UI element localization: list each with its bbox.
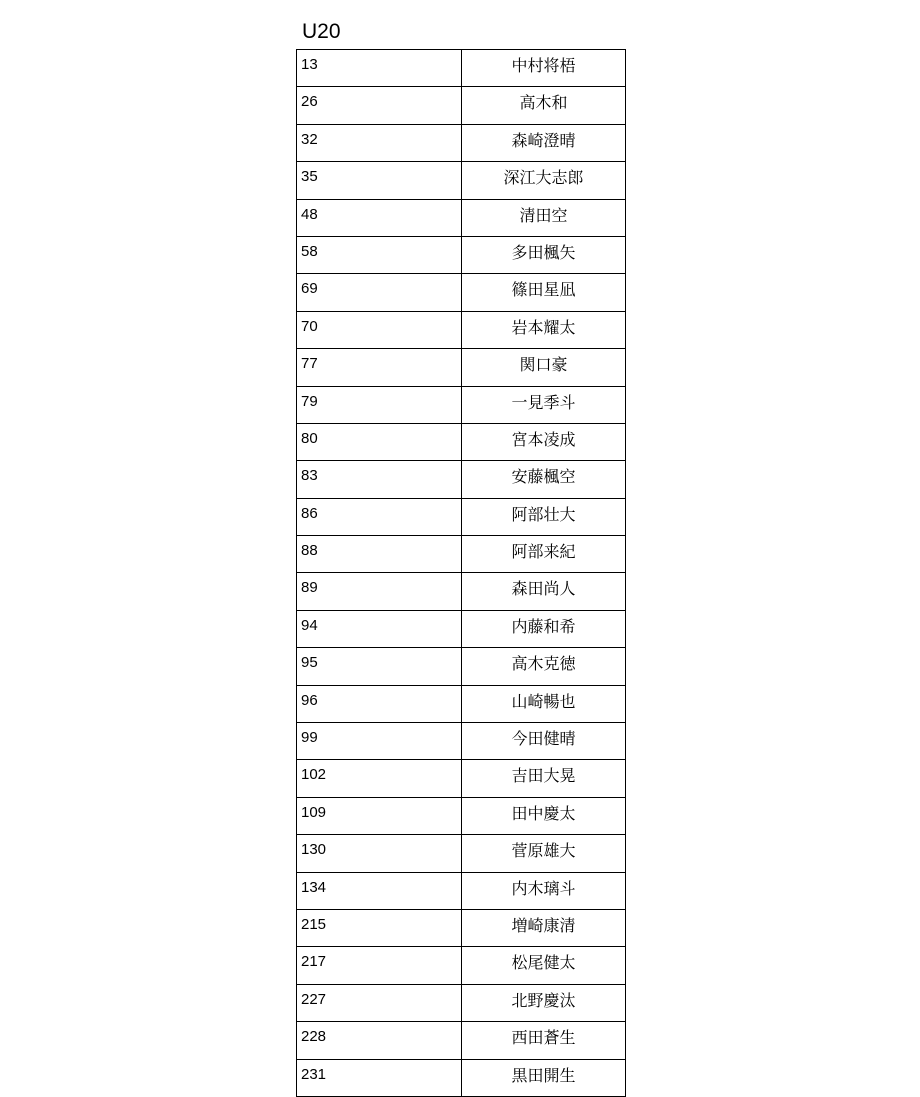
player-name-cell: 田中慶太	[462, 797, 626, 834]
table-row	[297, 87, 626, 124]
player-number-cell: 228	[297, 1022, 462, 1059]
player-name-cell: 内藤和希	[462, 610, 626, 647]
player-name-cell: 多田楓矢	[462, 236, 626, 273]
table-row	[297, 498, 626, 535]
table-row	[297, 1022, 626, 1059]
player-number-cell: 58	[297, 236, 462, 273]
table-row	[297, 50, 626, 87]
table-row	[297, 760, 626, 797]
player-name-cell: 一見季斗	[462, 386, 626, 423]
player-name-cell: 森田尚人	[462, 573, 626, 610]
player-number-cell: 69	[297, 274, 462, 311]
page-title: U20	[302, 20, 341, 43]
table-row	[297, 349, 626, 386]
player-name-cell: 高木克徳	[462, 648, 626, 685]
table-row	[297, 947, 626, 984]
table-row	[297, 648, 626, 685]
player-name-cell: 今田健晴	[462, 723, 626, 760]
table-row	[297, 835, 626, 872]
player-name-cell: 安藤楓空	[462, 461, 626, 498]
table-row	[297, 274, 626, 311]
player-name-cell: 吉田大晃	[462, 760, 626, 797]
player-number-cell: 77	[297, 349, 462, 386]
player-name-cell: 内木璃斗	[462, 872, 626, 909]
player-number-cell: 96	[297, 685, 462, 722]
table-row	[297, 386, 626, 423]
player-name-cell: 松尾健太	[462, 947, 626, 984]
player-number-cell: 88	[297, 536, 462, 573]
table-row	[297, 124, 626, 161]
player-name-cell: 阿部来紀	[462, 536, 626, 573]
player-number-cell: 130	[297, 835, 462, 872]
player-name-cell: 黒田開生	[462, 1059, 626, 1096]
table-row	[297, 573, 626, 610]
table-row	[297, 536, 626, 573]
player-name-cell: 菅原雄大	[462, 835, 626, 872]
player-number-cell: 80	[297, 423, 462, 460]
player-number-cell: 79	[297, 386, 462, 423]
player-number-cell: 89	[297, 573, 462, 610]
table-row	[297, 723, 626, 760]
player-name-cell: 清田空	[462, 199, 626, 236]
player-name-cell: 山崎暢也	[462, 685, 626, 722]
table-row	[297, 423, 626, 460]
table-row	[297, 797, 626, 834]
roster-table	[296, 49, 626, 1097]
player-number-cell: 70	[297, 311, 462, 348]
table-row	[297, 909, 626, 946]
table-row	[297, 685, 626, 722]
player-number-cell: 32	[297, 124, 462, 161]
player-number-cell: 83	[297, 461, 462, 498]
player-name-cell: 宮本凌成	[462, 423, 626, 460]
player-number-cell: 86	[297, 498, 462, 535]
player-name-cell: 高木和	[462, 87, 626, 124]
player-name-cell: 中村将梧	[462, 50, 626, 87]
player-number-cell: 215	[297, 909, 462, 946]
player-name-cell: 増崎康清	[462, 909, 626, 946]
player-name-cell: 森崎澄晴	[462, 124, 626, 161]
player-name-cell: 阿部壮大	[462, 498, 626, 535]
table-row	[297, 872, 626, 909]
player-name-cell: 北野慶汰	[462, 984, 626, 1021]
player-name-cell: 西田蒼生	[462, 1022, 626, 1059]
player-name-cell: 関口豪	[462, 349, 626, 386]
player-number-cell: 134	[297, 872, 462, 909]
player-number-cell: 102	[297, 760, 462, 797]
player-number-cell: 95	[297, 648, 462, 685]
player-number-cell: 94	[297, 610, 462, 647]
player-number-cell: 217	[297, 947, 462, 984]
player-name-cell: 深江大志郎	[462, 162, 626, 199]
player-number-cell: 99	[297, 723, 462, 760]
player-number-cell: 231	[297, 1059, 462, 1096]
player-number-cell: 227	[297, 984, 462, 1021]
table-row	[297, 461, 626, 498]
table-row	[297, 610, 626, 647]
table-row	[297, 311, 626, 348]
table-row	[297, 984, 626, 1021]
player-number-cell: 13	[297, 50, 462, 87]
player-number-cell: 35	[297, 162, 462, 199]
table-row	[297, 199, 626, 236]
table-row	[297, 236, 626, 273]
player-number-cell: 48	[297, 199, 462, 236]
player-name-cell: 篠田星凪	[462, 274, 626, 311]
player-name-cell: 岩本耀太	[462, 311, 626, 348]
player-number-cell: 26	[297, 87, 462, 124]
roster-body	[297, 50, 626, 1097]
player-number-cell: 109	[297, 797, 462, 834]
table-row	[297, 162, 626, 199]
table-row	[297, 1059, 626, 1096]
